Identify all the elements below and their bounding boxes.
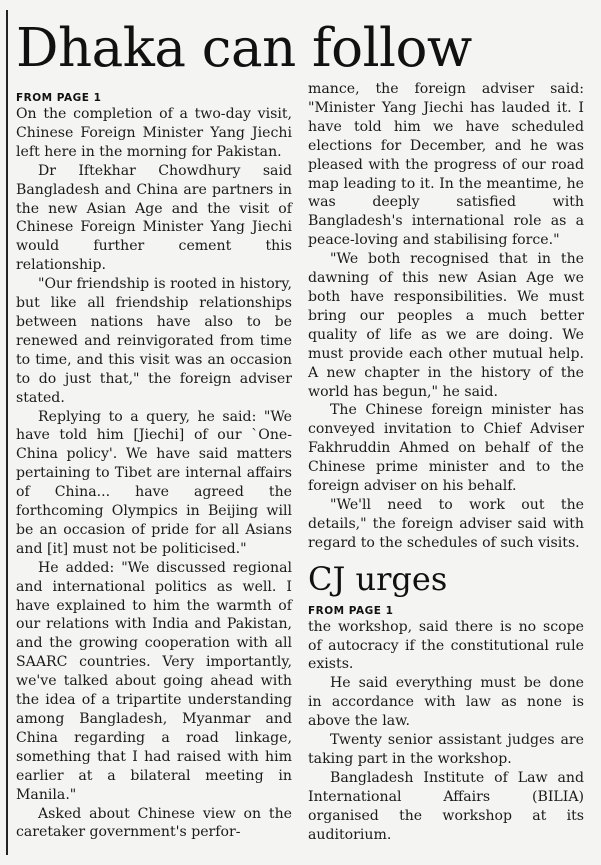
sub-kicker: FROM PAGE 1 (308, 604, 394, 617)
paragraph: Dr Iftekhar Chowdhury said Bangladesh and China are partners in the new Asian Age and the visit of Chinese Foreign Minister Yang Jiechi would further cement this relationship. (16, 162, 292, 274)
paragraph: Bangladesh Institute of Law and International Affairs (BILIA) organised the workshop at its auditorium. (308, 769, 584, 843)
paragraph: Replying to a query, he said: "We have told him [Jiechi] of our `One-China policy'. We have said matters pertaining to Tibet are internal affairs of China... have agreed the forthcoming Olympics in Beijing will be an occasion of pride for all Asians and [it] must not be politicised." (16, 408, 292, 557)
paragraph: The Chinese foreign minister has conveyed invitation to Chief Adviser Fakhruddin Ahmed on behalf of the Chinese prime minister and to the foreign adviser on his behalf. (308, 402, 584, 495)
column-rule (6, 10, 8, 855)
right-column (308, 80, 584, 845)
paragraph: "We both recognised that in the dawning of this new Asian Age we both have responsibilities. We must bring our peoples a much better quality of life as we are doing. We must provide each other mutual help. A new chapter in the history of the world has begun," he said. (308, 251, 584, 400)
kicker: FROM PAGE 1 (16, 92, 102, 104)
paragraph: Twenty senior assistant judges are taking part in the workshop. (308, 732, 584, 767)
paragraph: He added: "We discussed regional and international politics as well. I have explained to him the warmth of our relations with India and Pakistan, and the growing cooperation with all SAARC countries. Very importantly, we've talked about going ahead with the idea of a tripartite understanding among Bangladesh, Myanmar and China regarding a road linkage, something that I had raised with him earlier at a bilateral meeting in Manila." (16, 559, 292, 803)
paragraph: "We'll need to work out the details," the foreign adviser said with regard to the schedules of such visits. (308, 496, 584, 551)
sub-headline: CJ urges (308, 559, 448, 598)
paragraph: On the completion of a two-day visit, Chinese Foreign Minister Yang Jiechi left here in the morning for Pakistan. (16, 106, 292, 160)
left-column (16, 92, 292, 842)
paragraph: "Our friendship is rooted in history, but like all friendship relationships between nations have also to be renewed and reinvigorated from time to time, and this visit was an occasion to do just that," the foreign adviser stated. (16, 276, 292, 406)
paragraph: mance, the foreign adviser said: "Minister Yang Jiechi has lauded it. I have told him we have scheduled elections for December, and he was pleased with the progress of our road map leading to it. In the meantime, he was deeply satisfied with Bangladesh's international role as a peace-loving and stabilising force." (308, 81, 584, 249)
paragraph: the workshop, said there is no scope of autocracy if the constitutional rule exists. (308, 618, 584, 673)
paragraph: He said everything must be done in accordance with law as none is above the law. (308, 675, 584, 730)
headline: Dhaka can follow (16, 18, 472, 79)
paragraph: Asked about Chinese view on the caretaker government's perfor- (16, 805, 292, 841)
